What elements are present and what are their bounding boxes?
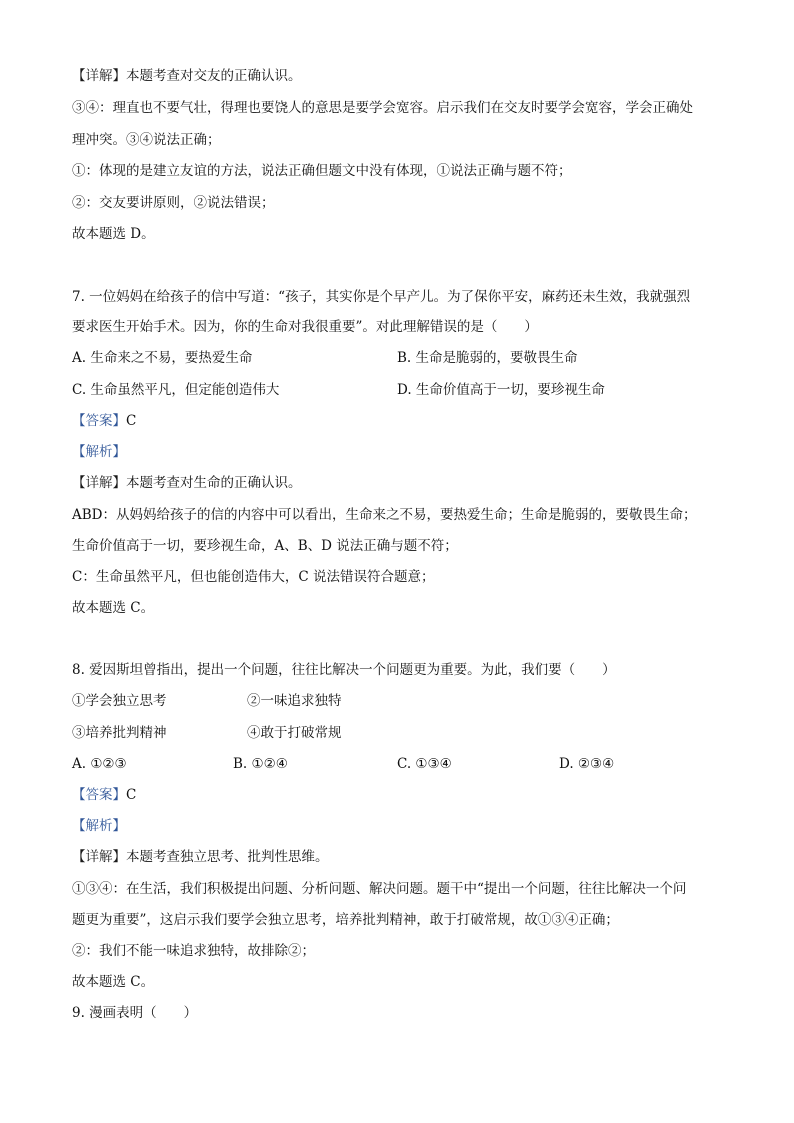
q8-option-a: A. ①②③ <box>72 756 127 772</box>
q6-explain-line-4: ②：交友要讲原则，②说法错误； <box>72 195 275 211</box>
q7-explain-line-1: ABD：从妈妈给孩子的信的内容中可以看出，生命来之不易，要热爱生命；生命是脆弱的，要敬畏生命； <box>72 507 697 523</box>
q9-stem: 9. 漫画表明（ ） <box>72 1005 198 1021</box>
q8-explain-line-3: ②：我们不能一味追求独特，故排除②； <box>72 943 315 959</box>
q8-statement-2: ②一味追求独特 <box>247 693 342 709</box>
q8-conclusion: 故本题选 C。 <box>72 974 155 990</box>
q7-explain-line-2: 生命价值高于一切，要珍视生命，A、B、D 说法正确与题不符； <box>72 538 458 554</box>
q6-explain-line-1: ③④：理直也不要气壮，得理也要饶人的意思是要学会宽容。启示我们在交友时要学会宽容，学会正确处 <box>72 100 693 116</box>
q7-explain-line-3: C：生命虽然平凡，但也能创造伟大，C 说法错误符合题意； <box>72 569 435 585</box>
detail-tag: 【详解】 <box>72 475 126 491</box>
q7-answer-line <box>72 412 136 430</box>
detail-text: 本题考查对交友的正确认识。 <box>126 68 302 84</box>
q7-stem-line-2: 要求医生开始手术。因为，你的生命对我很重要”。对此理解错误的是（ ） <box>72 319 538 335</box>
q8-explain-line-1: ①③④：在生活，我们积极提出问题、分析问题、解决问题。题干中“提出一个问题，往往比解决一个问 <box>72 881 687 897</box>
q7-option-c: C. 生命虽然平凡，但定能创造伟大 <box>72 382 280 398</box>
q8-option-c: C. ①③④ <box>397 756 452 772</box>
q7-stem-line-1: 7. 一位妈妈在给孩子的信中写道：“孩子，其实你是个早产儿。为了保你平安，麻药还未生效，我就强烈 <box>72 289 691 305</box>
q7-option-d: D. 生命价值高于一切，要珍视生命 <box>397 382 605 398</box>
q8-statement-3: ③培养批判精神 <box>72 725 167 741</box>
q8-explain-line-2: 题更为重要”，这启示我们要学会独立思考，培养批判精神，敢于打破常规，故①③④正确； <box>72 912 619 928</box>
detail-text: 本题考查独立思考、批判性思维。 <box>126 849 329 865</box>
q8-statement-4: ④敢于打破常规 <box>247 725 342 741</box>
q7-detail-line <box>72 474 302 492</box>
answer-tag: 【答案】 <box>72 787 126 803</box>
q6-detail-line <box>72 67 302 85</box>
q7-option-b: B. 生命是脆弱的，要敬畏生命 <box>397 350 578 366</box>
q7-analysis-tag <box>72 443 126 461</box>
q8-answer-line <box>72 786 136 804</box>
q8-option-d: D. ②③④ <box>559 756 615 772</box>
answer-tag: 【答案】 <box>72 413 126 429</box>
q6-conclusion: 故本题选 D。 <box>72 226 155 242</box>
analysis-tag: 【解析】 <box>72 444 126 460</box>
q8-analysis-tag <box>72 817 126 835</box>
q6-explain-line-2: 理冲突。③④说法正确； <box>72 132 221 148</box>
detail-tag: 【详解】 <box>72 68 126 84</box>
q8-stem: 8. 爱因斯坦曾指出，提出一个问题，往往比解决一个问题更为重要。为此，我们要（ ） <box>72 662 616 678</box>
analysis-tag: 【解析】 <box>72 818 126 834</box>
q8-detail-line <box>72 848 329 866</box>
q8-statement-1: ①学会独立思考 <box>72 693 167 709</box>
answer-value: C <box>126 787 137 803</box>
q8-option-b: B. ①②④ <box>233 756 288 772</box>
q6-explain-line-3: ①：体现的是建立友谊的方法，说法正确但题文中没有体现，①说法正确与题不符； <box>72 163 572 179</box>
q7-conclusion: 故本题选 C。 <box>72 600 155 616</box>
answer-value: C <box>126 413 137 429</box>
q7-option-a: A. 生命来之不易，要热爱生命 <box>72 350 253 366</box>
detail-text: 本题考查对生命的正确认识。 <box>126 475 302 491</box>
detail-tag: 【详解】 <box>72 849 126 865</box>
